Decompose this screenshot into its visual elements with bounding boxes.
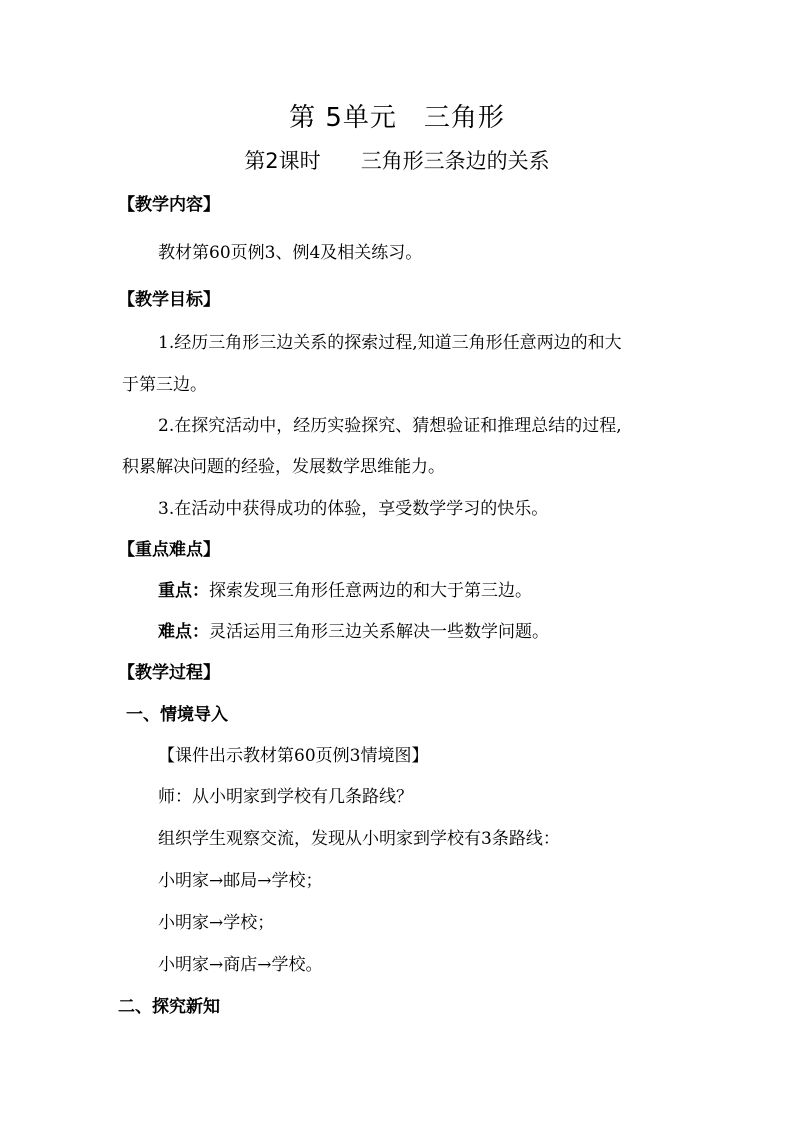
route-1: 小明家→邮局→学校； — [158, 871, 323, 891]
organize-text: 组织学生观察交流，发现从小明家到学校有3条路线： — [158, 829, 560, 849]
goal-item-2-line-1: 2.在探究活动中，经历实验探究、猜想验证和推理总结的过程, — [158, 416, 622, 436]
content-text: 教材第60页例3、例4及相关练习。 — [158, 243, 423, 263]
teacher-question: 师：从小明家到学校有几条路线？ — [158, 787, 413, 807]
key-point-text: 探索发现三角形任意两边的和大于第三边。 — [209, 581, 532, 601]
section-heading-key-points: 【重点难点】 — [118, 540, 220, 560]
lesson-topic: 三角形三条边的关系 — [360, 149, 550, 173]
unit-title: 第 5单元 三角形 — [289, 103, 505, 133]
lesson-number: 第2课时 — [244, 149, 321, 173]
difficult-point-label: 难点： — [158, 622, 209, 642]
section-heading-goals: 【教学目标】 — [118, 290, 220, 310]
goal-item-1-line-2: 于第三边。 — [122, 375, 207, 395]
route-2: 小明家→学校； — [158, 913, 275, 933]
key-point-label: 重点： — [158, 581, 209, 601]
goal-item-3: 3.在活动中获得成功的体验，享受数学学习的快乐。 — [158, 499, 549, 519]
route-3: 小明家→商店→学校。 — [158, 955, 323, 975]
section-heading-process: 【教学过程】 — [118, 663, 220, 683]
process-part-2-heading: 二、探究新知 — [118, 997, 220, 1017]
key-point-line — [158, 580, 532, 602]
goal-item-2-line-2: 积累解决问题的经验，发展数学思维能力。 — [122, 457, 445, 477]
section-heading-content: 【教学内容】 — [118, 195, 220, 215]
lesson-title — [0, 146, 794, 176]
difficult-point-text: 灵活运用三角形三边关系解决一些数学问题。 — [209, 622, 549, 642]
goal-item-1-line-1: 1.经历三角形三边关系的探索过程,知道三角形任意两边的和大 — [158, 333, 622, 353]
courseware-note: 【课件出示教材第60页例3情境图】 — [158, 746, 429, 766]
difficult-point-line — [158, 621, 549, 643]
process-part-1-heading: 一、情境导入 — [126, 705, 228, 725]
